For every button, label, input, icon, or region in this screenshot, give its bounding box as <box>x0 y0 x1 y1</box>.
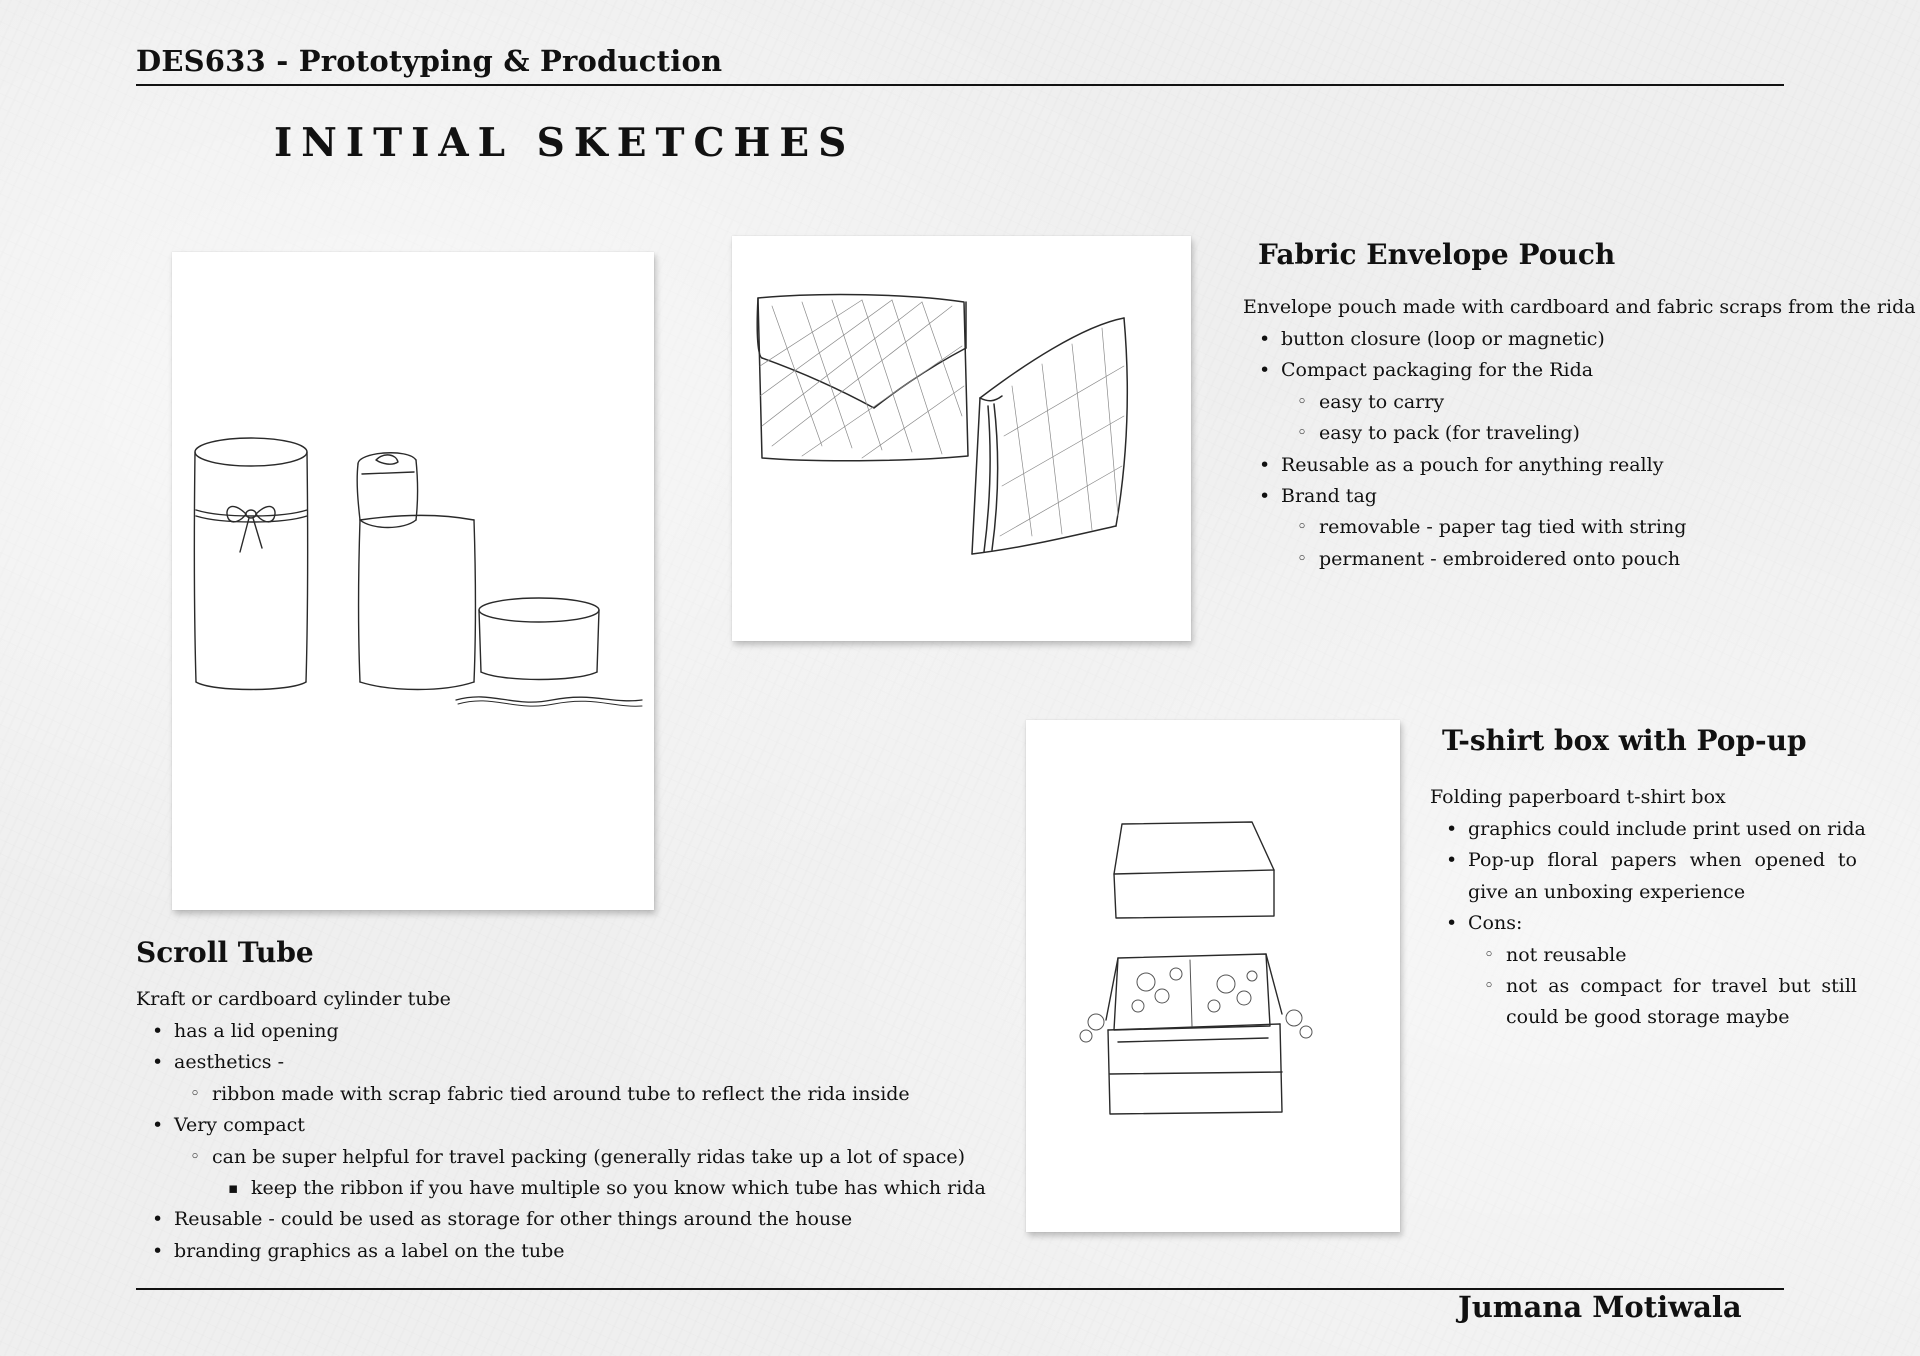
list-item: • aesthetics - <box>136 1047 986 1078</box>
tshirt-box-heading: T-shirt box with Pop-up <box>1442 724 1807 757</box>
list-item: ◦ easy to carry <box>1243 387 1686 418</box>
scroll-tube-intro: Kraft or cardboard cylinder tube <box>136 988 451 1010</box>
scroll-tube-list <box>136 1016 986 1267</box>
tshirt-box-list <box>1430 814 1866 1034</box>
list-item: • branding graphics as a label on the tube <box>136 1236 986 1267</box>
list-item: • Cons: <box>1430 908 1857 939</box>
list-item: • button closure (loop or magnetic) <box>1243 324 1686 355</box>
list-item: ◦ can be super helpful for travel packing (generally ridas take up a lot of space) <box>136 1142 986 1173</box>
list-item: • graphics could include print used on rida <box>1430 814 1857 845</box>
list-item: • Reusable as a pouch for anything really <box>1243 450 1686 481</box>
scroll-tube-sketch <box>172 252 654 910</box>
header-divider <box>136 84 1784 86</box>
list-item: • has a lid opening <box>136 1016 986 1047</box>
fabric-envelope-list <box>1243 324 1686 575</box>
list-item: • Compact packaging for the Rida <box>1243 355 1686 386</box>
page-title: INITIAL SKETCHES <box>274 120 856 166</box>
course-title: DES633 - Prototyping & Production <box>136 44 723 78</box>
scroll-tube-heading: Scroll Tube <box>136 936 314 969</box>
list-item: • Very compact <box>136 1110 986 1141</box>
list-item: ▪ keep the ribbon if you have multiple so you know which tube has which rida <box>136 1173 986 1204</box>
author-name: Jumana Motiwala <box>1458 1290 1742 1324</box>
list-item: ◦ not as compact for travel but still could be good storage maybe <box>1430 971 1857 1034</box>
fabric-envelope-intro: Envelope pouch made with cardboard and fabric scraps from the rida <box>1243 296 1916 318</box>
tshirt-box-sketch <box>1026 720 1400 1232</box>
list-item: ◦ easy to pack (for traveling) <box>1243 418 1686 449</box>
envelope-pouch-sketch <box>732 236 1191 641</box>
list-item: • Brand tag <box>1243 481 1686 512</box>
fabric-envelope-heading: Fabric Envelope Pouch <box>1258 238 1616 271</box>
list-item: ◦ not reusable <box>1430 940 1857 971</box>
list-item: ◦ permanent - embroidered onto pouch <box>1243 544 1686 575</box>
list-item: • Reusable - could be used as storage for other things around the house <box>136 1204 986 1235</box>
list-item: ◦ ribbon made with scrap fabric tied around tube to reflect the rida inside <box>136 1079 986 1110</box>
tshirt-box-intro: Folding paperboard t-shirt box <box>1430 786 1726 808</box>
list-item: • Pop-up floral papers when opened to give an unboxing experience <box>1430 845 1857 908</box>
list-item: ◦ removable - paper tag tied with string <box>1243 512 1686 543</box>
